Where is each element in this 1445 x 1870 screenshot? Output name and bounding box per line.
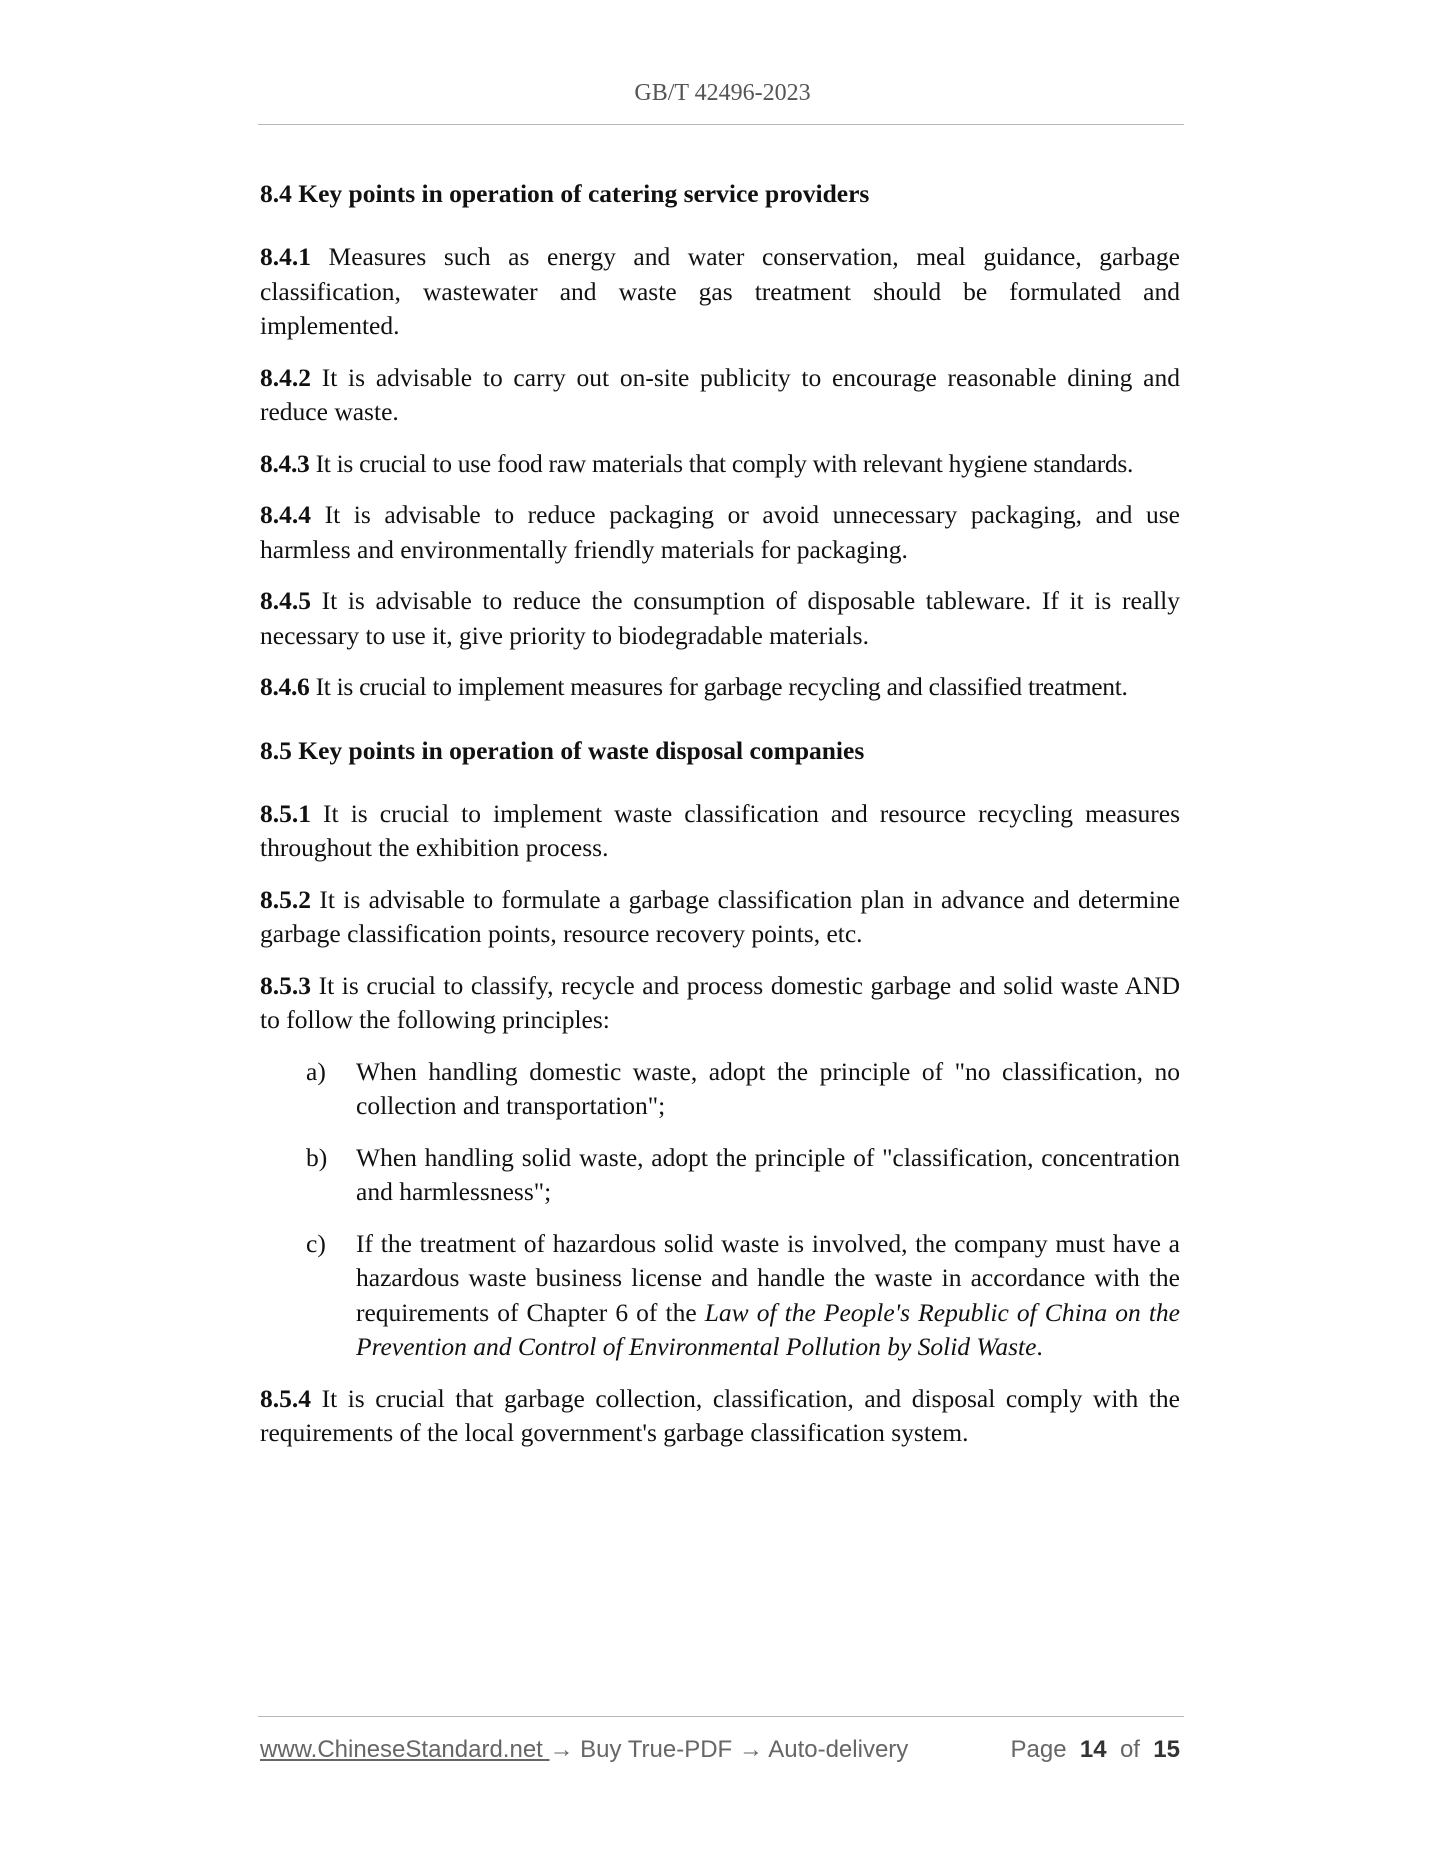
list-item-a <box>260 1055 1180 1124</box>
page-label: Page <box>1010 1736 1067 1763</box>
clause-number: 8.5.2 <box>260 884 311 914</box>
clause-text: Measures such as energy and water conservation, meal guidance, garbage classification, wastewater and waste gas treatment should be formulated and implemented. <box>260 242 1180 340</box>
clause-text: It is advisable to reduce packaging or avoid unnecessary packaging, and use harmless and environmentally friendly materials for packaging. <box>260 500 1180 564</box>
clause-number: 8.5.4 <box>260 1383 311 1413</box>
law-title-italic: Law of the People's Republic of China on the Prevention and Control of Environmental Pollution by Solid Waste <box>356 1297 1180 1361</box>
clause-text: It is crucial that garbage collection, classification, and disposal comply with the requirements of the local government's garbage classification system. <box>260 1383 1180 1447</box>
document-body <box>260 176 1180 1451</box>
clause-number: 8.5.1 <box>260 798 311 828</box>
clause-8-4-6 <box>260 670 1180 705</box>
footer-divider <box>258 1716 1184 1717</box>
clause-8-5-2 <box>260 883 1180 952</box>
auto-delivery-text: Auto-delivery <box>762 1736 909 1763</box>
list-item-text: When handling domestic waste, adopt the principle of "no classification, no collection and transportation"; <box>356 1056 1180 1120</box>
clause-8-4-2 <box>260 361 1180 430</box>
page-total: 15 <box>1153 1736 1180 1763</box>
clause-number: 8.5.3 <box>260 970 311 1000</box>
list-item-text: If the treatment of hazardous solid waste is involved, the company must have a hazardous waste business license and handle the waste in accordance with the requirements of Chapter 6 of the <box>356 1228 1180 1327</box>
clause-8-5-4 <box>260 1382 1180 1451</box>
arrow-right-icon: → <box>738 1736 763 1763</box>
clause-number: 8.4.3 <box>260 448 310 478</box>
clause-8-5-3 <box>260 969 1180 1038</box>
list-item-c <box>260 1227 1180 1365</box>
list-item-b <box>260 1141 1180 1210</box>
list-marker: a) <box>306 1056 326 1086</box>
clause-text: It is crucial to classify, recycle and process domestic garbage and solid waste AND to follow the following principles: <box>260 970 1180 1034</box>
clause-text: It is crucial to implement waste classification and resource recycling measures throughout the exhibition process. <box>260 798 1180 862</box>
list-item-text: When handling solid waste, adopt the principle of "classification, concentration and harmlessness"; <box>356 1142 1180 1206</box>
list-marker: c) <box>306 1228 326 1258</box>
clause-number: 8.4.1 <box>260 242 311 271</box>
clause-8-4-1 <box>260 240 1180 344</box>
buy-true-pdf-text: Buy True-PDF <box>573 1736 739 1763</box>
clause-text: It is crucial to implement measures for garbage recycling and classified treatment. <box>309 672 1128 701</box>
clause-number: 8.4.5 <box>260 586 311 615</box>
section-heading-8-4: 8.4 Key points in operation of catering service providers <box>260 179 870 208</box>
page-current: 14 <box>1079 1736 1107 1763</box>
clause-8-5-1 <box>260 797 1180 866</box>
page-of-label: of <box>1119 1736 1140 1763</box>
clause-text: It is crucial to use food raw materials that comply with relevant hygiene standards. <box>309 448 1134 478</box>
page-footer <box>260 1734 1180 1766</box>
list-marker: b) <box>306 1142 328 1172</box>
page-indicator <box>1010 1734 1180 1766</box>
document-standard-code: GB/T 42496-2023 <box>634 80 811 106</box>
section-heading-8-5: 8.5 Key points in operation of waste disposal companies <box>260 735 865 765</box>
clause-number: 8.4.4 <box>260 500 311 529</box>
clause-8-4-5 <box>260 584 1180 653</box>
list-item-text-end: . <box>1036 1332 1043 1361</box>
clause-text: It is advisable to reduce the consumption of disposable tableware. If it is really necessary to use it, give priority to biodegradable materials. <box>260 586 1180 650</box>
clause-8-4-3 <box>260 447 1180 482</box>
clause-number: 8.4.6 <box>260 672 310 701</box>
header-divider <box>258 124 1184 125</box>
clause-text: It is advisable to formulate a garbage classification plan in advance and determine garbage classification points, resource recovery points, etc. <box>260 884 1180 948</box>
clause-8-4-4 <box>260 498 1180 567</box>
arrow-right-icon: → <box>549 1736 574 1763</box>
clause-text: It is advisable to carry out on-site publicity to encourage reasonable dining and reduce waste. <box>260 362 1180 426</box>
website-link[interactable]: www.ChineseStandard.net <box>260 1736 550 1763</box>
clause-number: 8.4.2 <box>260 362 311 392</box>
